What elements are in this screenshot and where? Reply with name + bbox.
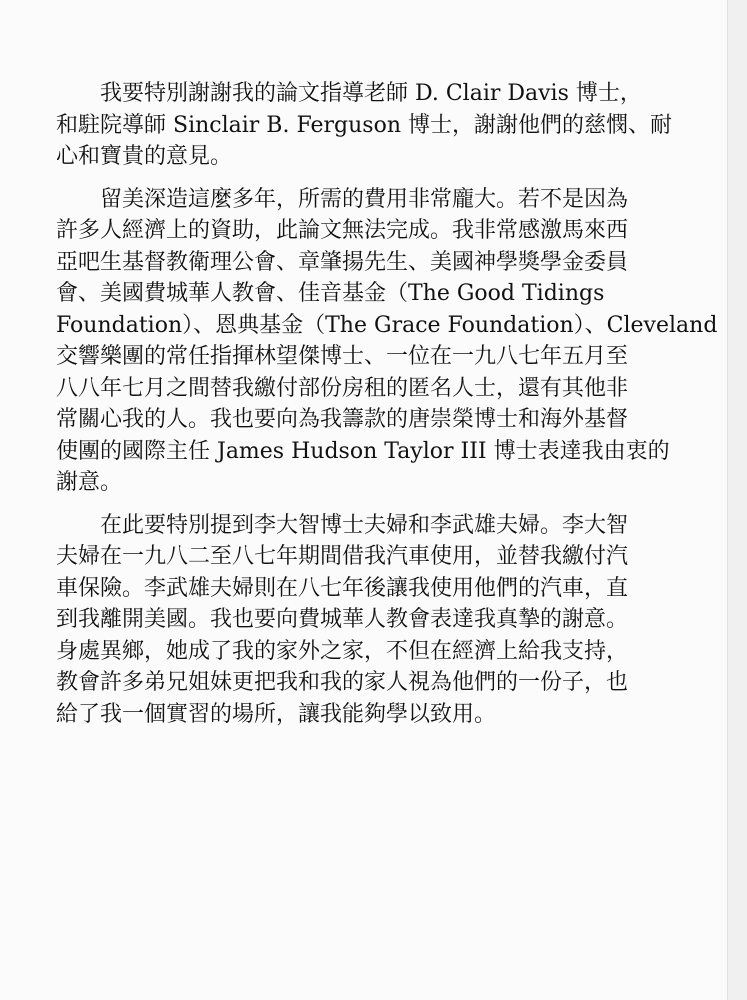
text-line: Foundation）、恩典基金（The Grace Foundation）、Cleveland (56, 312, 718, 338)
paragraph-advisors (56, 78, 691, 173)
text-line: 使團的國際主任 James Hudson Taylor III 博士表達我由衷的 (56, 438, 670, 464)
page-edge-shadow (727, 0, 747, 1000)
text-line: 八八年七月之間替我繳付部份房租的匿名人士，還有其他非 (56, 375, 629, 401)
text-line: 許多人經濟上的資助，此論文無法完成。我非常感激馬來西 (56, 218, 629, 243)
acknowledgements-text (56, 78, 718, 730)
text-line: 在此要特別提到李大智博士夫婦和李武雄夫婦。李大智 (100, 512, 629, 538)
text-line: 車保險。李武雄夫婦則在八七年後讓我使用他們的汽車，直 (56, 575, 629, 601)
paragraph-funding (56, 184, 718, 499)
text-line: 教會許多弟兄姐妹更把我和我的家人視為他們的一份子，也 (56, 670, 629, 695)
text-line: 交響樂團的常任指揮林望傑博士、一位在一九八七年五月至 (56, 344, 629, 369)
text-line: 和駐院導師 Sinclair B. Ferguson 博士，謝謝他們的慈憫、耐 (56, 112, 672, 138)
paragraph-church-family (56, 510, 691, 731)
text-line: 我要特別謝謝我的論文指導老師 D. Clair Davis 博士， (100, 81, 642, 106)
text-line: 心和寶貴的意見。 (56, 144, 233, 169)
text-line: 謝意。 (56, 470, 123, 495)
text-line: 留美深造這麼多年，所需的費用非常龐大。若不是因為 (100, 186, 629, 212)
text-line: 會、美國費城華人教會、佳音基金（The Good Tidings (56, 281, 605, 306)
text-line: 夫婦在一九八二至八七年期間借我汽車使用，並替我繳付汽 (56, 544, 629, 569)
text-line: 常關心我的人。我也要向為我籌款的唐崇榮博士和海外基督 (56, 407, 629, 432)
text-line: 身處異鄉，她成了我的家外之家，不但在經濟上給我支持， (56, 638, 629, 664)
text-line: 亞吧生基督教衛理公會、章肇揚先生、美國神學獎學金委員 (56, 249, 629, 275)
text-line: 到我離開美國。我也要向費城華人教會表達我真摯的謝意。 (56, 607, 629, 632)
text-line: 給了我一個實習的場所，讓我能夠學以致用。 (56, 701, 497, 727)
